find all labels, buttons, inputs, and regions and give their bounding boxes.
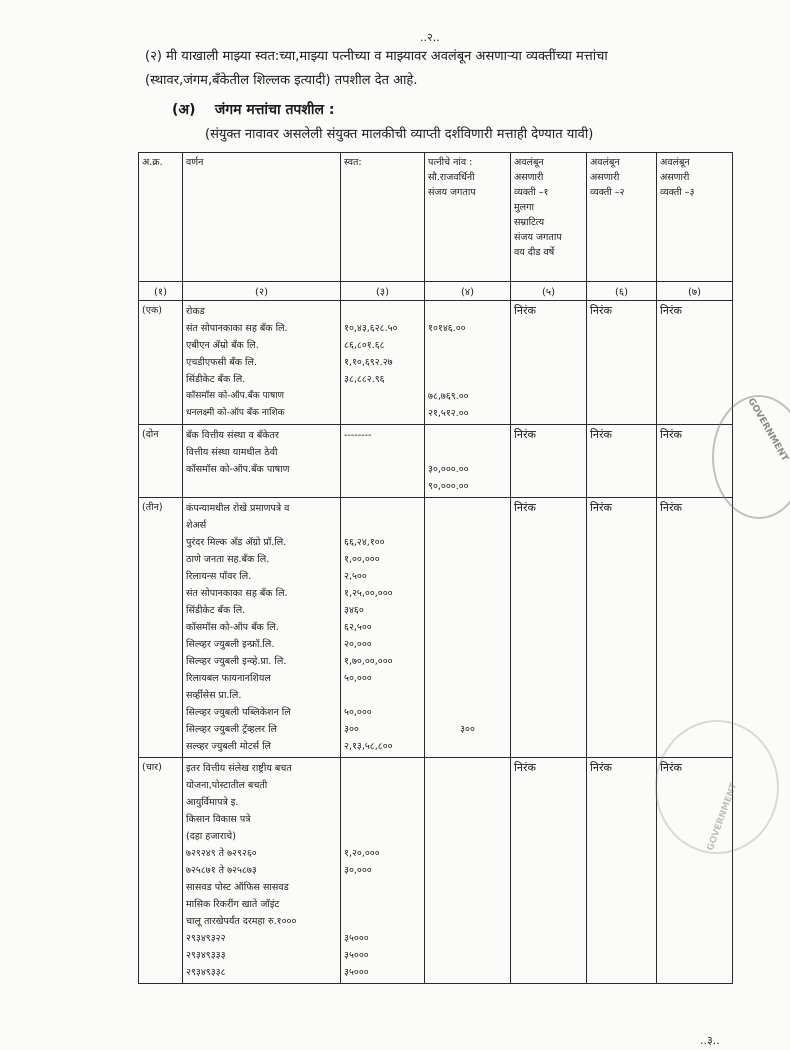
row-dep1: निरंक [511, 301, 587, 425]
index-row: (१) (२) (३) (४) (५) (६) (७) [139, 282, 733, 301]
intro-line-2: (स्थावर,जंगम,बँकेतील शिल्लक इत्यादी) तपशील देत आहे. [145, 73, 418, 88]
row-desc: रोकड संत सोपानकाका सह बँक लि. एबीएन ॲम्रो बँक लि. एचडीएफसी बँक लि. सिंडीकेट बँक लि. कॉसमॉस को-ऑप.बँक पाषाण धनलक्ष्मी को-ऑप बँक नाशिक [183, 301, 341, 425]
header-desc: वर्णन [183, 153, 341, 282]
row-self: -------- [341, 425, 425, 498]
row-spouse: ३०० [425, 498, 511, 758]
row-dep1: निरंक [511, 498, 587, 758]
section-mark: (अ) [172, 102, 196, 118]
section-heading [172, 100, 335, 119]
row-dep2: निरंक [587, 758, 657, 984]
table-row [139, 758, 733, 984]
row-spouse [425, 758, 511, 984]
row-self: १०,४३,६२८.५० ८६,८०१.६८ १,१०,६९२.२७ ३८,८८२.९६ [341, 301, 425, 425]
page-number-top: ..२.. [420, 31, 440, 44]
header-spouse: पत्नीचे नांव : सौ.राजवर्धिनी संजय जगताप [425, 153, 511, 282]
official-seal-stamp-faded: GOVERNMENT [655, 720, 779, 854]
official-seal-stamp: GOVERNMENT [712, 395, 790, 519]
header-dependent-1: अवलंबून असणारी व्यक्ती –१ मुलगा सम्राटित्य संजय जगताप वय दीड वर्षे [511, 153, 587, 282]
table-row [139, 498, 733, 758]
row-desc: बँक वित्तीय संस्था व बँकेतर वित्तीय संस्था यामधील ठेवी कॉसमॉस को-ऑप.बँक पाषाण [183, 425, 341, 498]
section-note: (संयुक्त नावावर असलेली संयुक्त मालकीची व्याप्ती दर्शविणारी मत्ताही देण्यात यावी) [205, 127, 594, 142]
header-dependent-3: अवलंबून असणारी व्यक्ती –३ [657, 153, 733, 282]
header-self: स्वत: [341, 153, 425, 282]
row-spouse: १०१४६.०० ७८,७६९.०० २१,५१२.०० [425, 301, 511, 425]
row-self: ६६,२४,१०० १,००,००० २,५०० १,२५,००,००० ३४६० ६२,५०० २०,००० १,७०,००,००० ५०,००० ५०,००० ३०० २,१३,५८,८०० [341, 498, 425, 758]
row-dep1: निरंक [511, 758, 587, 984]
section-title: जंगम मत्तांचा तपशील : [214, 102, 335, 118]
row-sr: (तीन) [139, 498, 183, 758]
row-sr: (दोन [139, 425, 183, 498]
row-dep3: निरंक [657, 498, 733, 758]
row-dep1: निरंक [511, 425, 587, 498]
header-row [139, 153, 733, 282]
row-self: १,२०,००० ३०,००० ३५००० ३५००० ३५००० [341, 758, 425, 984]
table-row [139, 301, 733, 425]
row-sr: (चार) [139, 758, 183, 984]
page-number-bottom: ..३.. [700, 1034, 720, 1047]
header-dependent-2: अवलंबून असणारी व्यक्ती –२ [587, 153, 657, 282]
row-dep2: निरंक [587, 498, 657, 758]
row-dep3: निरंक [657, 301, 733, 425]
row-dep2: निरंक [587, 301, 657, 425]
row-dep3: निरंक [657, 758, 733, 984]
header-sr: अ.क्र. [139, 153, 183, 282]
row-dep2: निरंक [587, 425, 657, 498]
row-desc: कंपन्यामधील रोखे प्रमाणपत्रे व शेअर्स पुरंदर मिल्क अँड ॲग्रो प्रॉ.लि. ठाणे जनता सह.बँक लि. रिलायन्स पॉवर लि. संत सोपानकाका सह बँक लि. सिंडीकेट बँक लि. कॉसमॉस को-ऑप बँक लि. सिल्व्हर ज्युबली इन्फ्रॉ.लि. सिल्व्हर ज्युबली इन्व्हे.प्रा. लि. रिलायबल फायनानशियल सर्व्हीसेस प्रा.लि. सिल्व्हर ज्युबली पब्लिकेशन लि सिल्व्हर ज्युबली ट्रॅव्हलर लि सल्व्हर ज्युबली मोटर्स लि [183, 498, 341, 758]
intro-line-1: (२) मी याखाली माझ्या स्वत:च्या,माझ्या पत्नीच्या व माझ्यावर अवलंबून असणाऱ्या व्यक्तींच्या मत्तांचा [145, 49, 608, 64]
intro-paragraph [145, 45, 745, 93]
row-desc: इतर वित्तीय संलेख राष्ट्रीय बचत योजना,पोस्टातील बचती आयुर्विमापत्रे इ. किसान विकास पत्रे (दहा हजाराचे) ७२९२४९ ते ७२९२६० ७२५८७१ ते ७२५८७३ सासवड पोस्ट ऑफिस सासवड मासिक रिकरींग खाते जॉइंट चालू तारखेपर्यंत दरमहा रु.१००० २९३४९३२२ २९३४९३३३ २९३४९३३८ [183, 758, 341, 984]
row-spouse: ३०,०००.०० ९०,०००.०० [425, 425, 511, 498]
movable-assets-table [138, 152, 733, 984]
row-dep3: निरंक [657, 425, 733, 498]
row-sr: (एक) [139, 301, 183, 425]
table-row [139, 425, 733, 498]
